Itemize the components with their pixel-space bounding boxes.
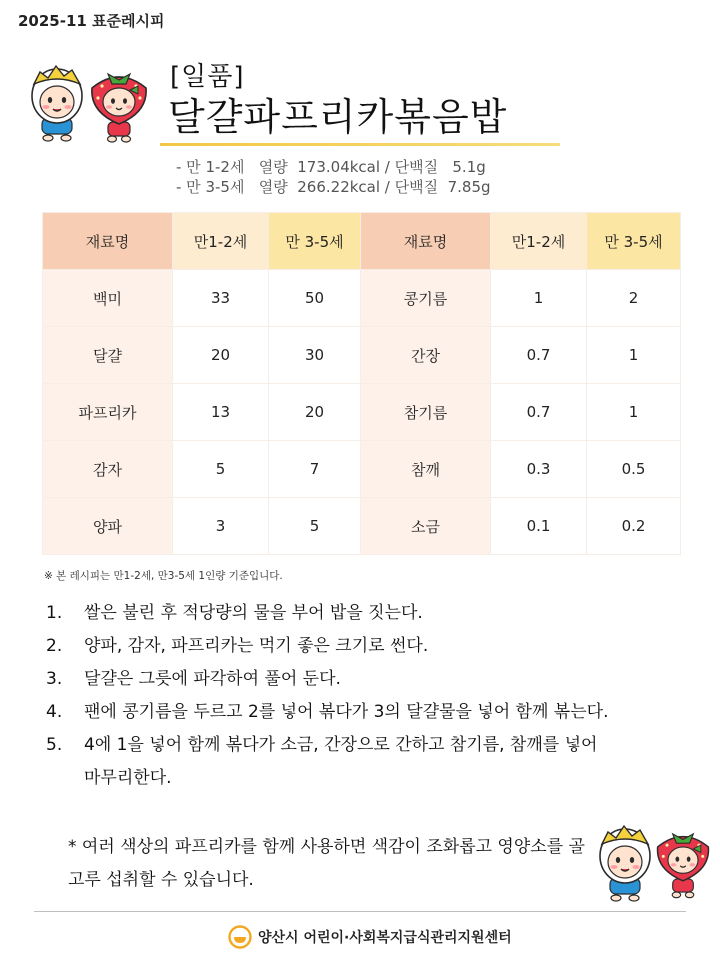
step-number: 5. bbox=[46, 735, 63, 755]
recipe-date-label: 2025-11 표준레시피 bbox=[18, 12, 165, 30]
step-number: 2. bbox=[46, 636, 63, 656]
ingredient-name: 참깨 bbox=[361, 441, 491, 498]
amount-age35: 0.5 bbox=[587, 441, 681, 498]
title-underline bbox=[160, 143, 560, 146]
footer bbox=[228, 922, 512, 952]
amount-age35: 2 bbox=[587, 270, 681, 327]
step-text: 4에 1을 넣어 함께 볶다가 소금, 간장으로 간하고 참기름, 참깨를 넣어 마무리한다. bbox=[84, 735, 598, 788]
cooking-steps bbox=[44, 597, 684, 795]
ingredient-name: 백미 bbox=[43, 270, 173, 327]
nutrition-line-age12: - 만 1-2세 열량 173.04kcal / 단백질 5.1g bbox=[176, 158, 486, 176]
amount-age12: 33 bbox=[173, 270, 269, 327]
table-row bbox=[43, 384, 681, 441]
ingredient-name: 감자 bbox=[43, 441, 173, 498]
strawberry-mascot-icon bbox=[652, 824, 714, 900]
egg-mascot-icon bbox=[594, 820, 656, 902]
footer-divider bbox=[34, 911, 686, 912]
amount-age12: 0.3 bbox=[491, 441, 587, 498]
amount-age35: 30 bbox=[269, 327, 361, 384]
organization-name: 양산시 어린이·사회복지급식관리지원센터 bbox=[258, 930, 512, 946]
amount-age12: 3 bbox=[173, 498, 269, 555]
ingredient-table bbox=[42, 212, 681, 555]
step-number: 4. bbox=[46, 702, 63, 722]
egg-mascot-icon bbox=[26, 60, 88, 142]
ingredient-name: 달걀 bbox=[43, 327, 173, 384]
step-number: 1. bbox=[46, 603, 63, 623]
serving-note: ※ 본 레시피는 만1-2세, 만3-5세 1인량 기준입니다. bbox=[44, 570, 283, 582]
recipe-title: 달걀파프리카볶음밥 bbox=[168, 95, 508, 139]
smile-logo-icon bbox=[228, 925, 252, 949]
table-header-row bbox=[43, 213, 681, 270]
amount-age35: 7 bbox=[269, 441, 361, 498]
amount-age35: 0.2 bbox=[587, 498, 681, 555]
table-row bbox=[43, 441, 681, 498]
amount-age12: 0.7 bbox=[491, 327, 587, 384]
header-age35: 만 3-5세 bbox=[587, 213, 681, 270]
header-age35: 만 3-5세 bbox=[269, 213, 361, 270]
ingredient-name: 간장 bbox=[361, 327, 491, 384]
step-item bbox=[44, 729, 604, 795]
nutrition-line-age35: - 만 3-5세 열량 266.22kcal / 단백질 7.85g bbox=[176, 178, 491, 196]
step-item bbox=[44, 663, 684, 696]
ingredient-name: 콩기름 bbox=[361, 270, 491, 327]
amount-age12: 13 bbox=[173, 384, 269, 441]
step-item bbox=[44, 597, 684, 630]
ingredient-name: 소금 bbox=[361, 498, 491, 555]
amount-age12: 5 bbox=[173, 441, 269, 498]
amount-age12: 0.1 bbox=[491, 498, 587, 555]
step-number: 3. bbox=[46, 669, 63, 689]
step-item bbox=[44, 696, 644, 729]
step-text: 달걀은 그릇에 파각하여 풀어 둔다. bbox=[84, 669, 341, 689]
table-row bbox=[43, 327, 681, 384]
recipe-tip: * 여러 색상의 파프리카를 함께 사용하면 색감이 조화롭고 영양소를 골고루 섭취할 수 있습니다. bbox=[68, 837, 585, 890]
ingredient-name: 양파 bbox=[43, 498, 173, 555]
recipe-category: [일품] bbox=[170, 62, 245, 92]
header-ingredient: 재료명 bbox=[43, 213, 173, 270]
step-text: 쌀은 불린 후 적당량의 물을 부어 밥을 짓는다. bbox=[84, 603, 423, 623]
step-text: 양파, 감자, 파프리카는 먹기 좋은 크기로 썬다. bbox=[84, 636, 429, 656]
table-row bbox=[43, 498, 681, 555]
amount-age35: 5 bbox=[269, 498, 361, 555]
amount-age35: 50 bbox=[269, 270, 361, 327]
header-age12: 만1-2세 bbox=[173, 213, 269, 270]
table-row bbox=[43, 270, 681, 327]
ingredient-name: 파프리카 bbox=[43, 384, 173, 441]
amount-age35: 20 bbox=[269, 384, 361, 441]
amount-age12: 20 bbox=[173, 327, 269, 384]
amount-age12: 1 bbox=[491, 270, 587, 327]
ingredient-name: 참기름 bbox=[361, 384, 491, 441]
amount-age12: 0.7 bbox=[491, 384, 587, 441]
step-text: 팬에 콩기름을 두르고 2를 넣어 볶다가 3의 달걀물을 넣어 함께 볶는다. bbox=[84, 702, 609, 722]
amount-age35: 1 bbox=[587, 384, 681, 441]
strawberry-mascot-icon bbox=[86, 64, 152, 144]
header-ingredient: 재료명 bbox=[361, 213, 491, 270]
header-age12: 만1-2세 bbox=[491, 213, 587, 270]
step-item bbox=[44, 630, 684, 663]
amount-age35: 1 bbox=[587, 327, 681, 384]
